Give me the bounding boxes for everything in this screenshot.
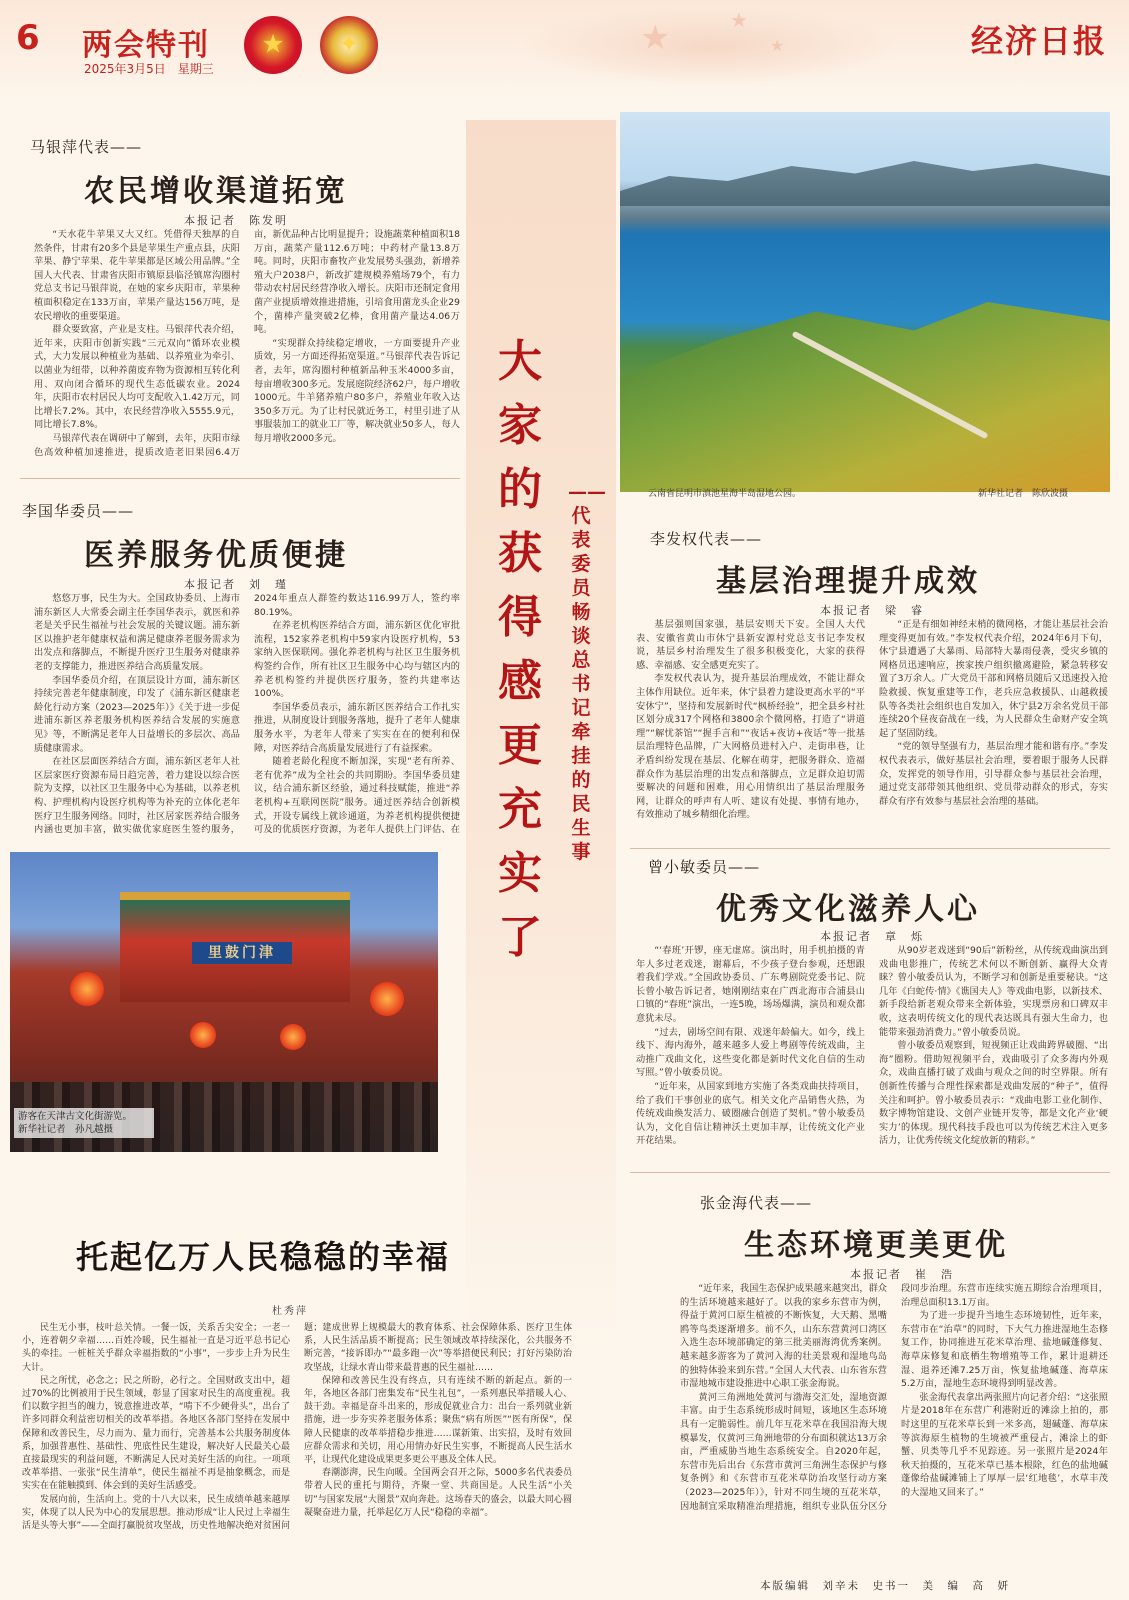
paragraph: 发展向前，生活向上。党的十八大以来，民生成绩单越来越厚实，体现了以人民为中心的发展思想。推动形成“让人民过上幸福生活是头等大事”——全面打赢脱贫攻坚战，历史性地解决绝对贫困问题；建成世界上规模最大的教育体系、社会保障体系、医疗卫生体系，人民生活品质不断提高；民生领域改革持续深化，公共服务不断完善，“接诉即办”“最多跑一次”等举措便民利民；打好污染防治攻坚战，让绿水青山带来最普惠的民生福祉…… — [22, 1323, 572, 1532]
lantern-icon — [190, 1022, 216, 1048]
lantern-icon — [280, 1024, 306, 1050]
paragraph: 李发权代表认为，提升基层治理成效，不能让群众主体作用缺位。近年来，休宁县着力建设更高水平的“平安休宁”，坚持和发展新时代“枫桥经验”，把全县乡村社区划分成317个网格和3800余个微网格，打造了“讲道理”“解忧茶馆”“握手言和”“夜话+夜访+夜话”等一批基层治理特色品牌，广大网格员进村入户、走街串巷，让矛盾纠纷发现在基层、化解在萌芽，把服务群众、造福群众作为基层治理的出发点和落脚点，立足群众迫切需要解决的问题和困难，用心用情织出了基层治理服务网，让群众的呼声有人听、建议有处提、事情有地办，有效推动了城乡精细化治理。 — [636, 673, 865, 821]
article-byline: 本报记者 陈发明 — [184, 214, 288, 227]
article-headline: 农民增收渠道拓宽 — [84, 174, 348, 209]
paragraph: 马银萍代表在调研中了解到，去年，庆阳市绿色高效种植加速推进，提质改造老旧果园6.4万亩，新优品种占比明显提升；设施蔬菜种植面积18万亩，蔬菜产量112.6万吨；中药材产量13.8万吨。同时，庆阳市畜牧产业发展势头强劲，新增养殖大户2038户，新改扩建规模养殖场79个，有力带动农村居民经营净收入增长。庆阳市还制定食用菌产业提质增效推进措施，引培食用菌龙头企业29个，菌棒产量突破2亿棒，食用菌产量达4.06万吨。 — [34, 229, 460, 458]
paragraph: “党的领导坚强有力，基层治理才能和谐有序。”李发权代表表示，做好基层社会治理，要着眼于服务人民群众，发挥党的领导作用，引导群众参与基层社会治理，通过党支部带领其他组织、党员带动群众的形式，夯实群众有序有效参与基层社会治理的基础。 — [879, 741, 1108, 807]
lake-photo — [620, 112, 1110, 492]
feature-subtitle: ——代表委员畅谈总书记牵挂的民生事 — [568, 481, 606, 863]
photo-credit: 新华社记者 陈欣波摄 — [978, 489, 1069, 499]
paragraph: 民之所忧，必念之；民之所盼，必行之。全国财政支出中，超过70%的比例被用于民生领域，彰显了国家对民生的高度重视。我们以数字担当的魄力，锐意推进改革，“啃下不少硬骨头”，出台了许多同群众利益密切相关的改革举措。各地区各部门坚持在发展中保障和改善民生，尽力而为、量力而行，完善基本公共服务制度体系，加强普惠性、基础性、兜底性民生建设，解决好人民最关心最直接最现实的利益问题，不断满足人民对美好生活的向往。一项项改革举措、一张张“民生清单”，使民生福祉不再是抽象概念，而是实实在在能触摸到、体会到的美好生活感受。 — [22, 1375, 290, 1492]
editorial-body — [22, 1322, 572, 1578]
feature-title-char: 得 — [498, 592, 542, 643]
divider — [630, 848, 1110, 849]
mountain-range — [620, 156, 1110, 206]
issue-date: 2025年3月5日 星期三 — [84, 62, 214, 76]
editorial-author: 杜秀萍 — [272, 1306, 308, 1317]
feature-title-char: 了 — [498, 912, 542, 963]
feature-title-char: 获 — [498, 528, 542, 579]
paragraph: 李国华委员介绍，在顶层设计方面，浦东新区持续完善老年健康制度，印发了《浦东新区健康老龄化行动方案（2023—2025年）》《关于进一步促进浦东新区养老服务机构医养结合发展的实施意见》等，不断满足老年人日益增长的多层次、高品质健康需求。 — [34, 674, 240, 754]
paragraph: 春潮澎湃，民生向暖。全国两会召开之际，5000多名代表委员带着人民的重托与期待，齐聚一堂、共商国是。人民生活“小关切”与国家发展“大图景”双向奔赴。这场春天的盛会，以最大同心圆凝聚奋进力量，托举起亿万人民“稳稳的幸福”。 — [304, 1468, 572, 1518]
page-number: 6 — [16, 18, 40, 58]
feature-title-char: 家 — [498, 400, 542, 451]
star-decoration-icon: ★ ★ ★ — [520, 6, 900, 86]
paragraph: 随着老龄化程度不断加深，实现“老有所养、老有优养”成为全社会的共同期盼。李国华委员建议，结合浦东新区经验，通过科技赋能，推进“养老机构+互联网医院”服务。通过医养结合创新模式，开设专属线上就诊通道，为养老机构提供便捷可及的优质医疗资源，为老年人提供上门评估、在 — [254, 756, 460, 836]
article-body — [680, 1282, 1108, 1570]
editorial-headline: 托起亿万人民稳稳的幸福 — [76, 1238, 451, 1276]
paragraph: 基层强则国家强，基层安则天下安。全国人大代表、安徽省黄山市休宁县新安源村党总支书记李发权说，基层乡村治理发生了很多积极变化，大家的获得感、幸福感、安全感更充实了。 — [636, 619, 865, 671]
street-photo-caption — [14, 1108, 154, 1138]
article-byline: 本报记者 崔 浩 — [850, 1268, 954, 1281]
article-speaker: 马银萍代表—— — [30, 138, 143, 156]
national-emblem-icon: ★ — [244, 16, 302, 74]
paragraph: “近年来，从国家到地方实施了各类戏曲扶持项目，给了我们干事创业的底气。相关文化产品销售火热，为传统戏曲焕发活力、破圈融合创造了契机。”曾小敏委员认为，文化自信让精神沃土更加丰厚，让传统文化产业开花结果。 — [636, 1080, 865, 1147]
paragraph: “天水花牛苹果又大又红。凭借得天独厚的自然条件，甘肃有20多个县是苹果生产重点县，庆阳苹果、静宁苹果、花牛苹果都是区域公用品牌。”全国人大代表、甘肃省庆阳市镇原县临泾镇席沟圈村党总支书记马银萍说，在她的家乡庆阳市，苹果种植面积稳定在133万亩，苹果产量达156万吨，是农民增收的重要渠道。 — [34, 229, 240, 322]
article-byline: 本报记者 章 烁 — [820, 930, 924, 943]
article-body — [636, 944, 1108, 1162]
paragraph: 李国华委员表示，浦东新区医养结合工作扎实推进，从制度设计到服务落地，提升了老年人健康服务水平，为老年人带来了实实在在的便利和保障，对医养结合高质量发展进行了有益探索。 — [254, 701, 460, 754]
article-body — [34, 592, 460, 846]
paragraph: 黄河三角洲地处黄河与渤海交汇处，湿地资源丰富。由于生态系统形成时间短，该地区生态环境具有一定脆弱性。前几年互花米草在我国沿海大规模暴发，仅黄河三角洲地带的分布面积就达13万余亩，严重威胁当地生态系统安全。自2020年起，东营市先后出台《东营市黄河三角洲生态保护与修复条例》和《东营市互花米草防治攻坚行动方案（2023—2025年）》，针对不同生境的互花米草，因地制宜采取精准治理措施，组织专业队伍分区分段同步治理。东营市连续实施五期综合治理项目，治理总面积13.1万亩。 — [680, 1283, 1108, 1512]
page-header — [0, 0, 1129, 100]
article-speaker: 李发权代表—— — [650, 530, 763, 548]
paragraph: “正是有细如神经末梢的微网格，才能让基层社会治理变得更加有效。”李发权代表介绍，2024年6月下旬，休宁县遭遇了大暴雨、局部特大暴雨侵袭，受灾乡镇的网格员迅速响应，挨家挨户组织撤离避险，紧急转移安置了3万余人。广大党员干部和网格员随后又迅速投入抢险救援、恢复重建等工作，老兵应急救援队、山越救援队等各类社会组织也自发加入，休宁县2万余名党员干部连续20个昼夜奋战在一线，为人民群众生命财产安全筑起了坚固防线。 — [879, 619, 1108, 739]
feature-title-char: 更 — [498, 720, 542, 771]
newspaper-masthead: 经济日报 — [970, 22, 1107, 60]
feature-title-char: 实 — [498, 848, 542, 899]
edition-title: 两会特刊 — [82, 28, 210, 63]
article-speaker: 李国华委员—— — [22, 502, 135, 520]
editor-credits: 本版编辑 刘辛未 史书一 美 编 高 妍 — [760, 1580, 1010, 1592]
caption-text: 游客在天津古文化街游览。 — [18, 1111, 133, 1122]
paragraph: “实现群众持续稳定增收，一方面要提升产业质效，另一方面还得拓宽渠道。”马银萍代表告诉记者，去年，席沟圈村种植新品种玉米4000多亩，每亩增收300多元。发展庭院经济62户，每户增收1000元。牛羊猪养殖户80多户，养殖业年收入达350多万元。为了让村民就近务工，村里引进了从事服装加工的就业工厂等，解决就业50多人，每人每月增收2000多元。 — [254, 337, 460, 444]
wetland-park — [620, 302, 1110, 492]
paragraph: 在社区层面医养结合方面，浦东新区老年人社区层家医疗资源布局日趋完善，着力建设以综合医院为支撑，以社区卫生服务中心为基础，以养老机构、护理机构内设医疗机构等为补充的立体化老年医疗卫生服务网络。同时，社区居家医养结合服务内涵也更加丰富，做实做优家庭医生签约服务，2024年重点人群签约数达116.99万人，签约率80.19%。 — [34, 593, 460, 836]
article-headline: 医养服务优质便捷 — [84, 538, 348, 573]
article-headline: 生态环境更美更优 — [744, 1228, 1008, 1263]
divider — [630, 1172, 1110, 1173]
paragraph: 群众要致富，产业是支柱。马银萍代表介绍，近年来，庆阳市创新实践“三元双向”循环农业模式，大力发展以种植业为基础、以养殖业为牵引、以菌业为纽带，以种养菌废弃物为资源相互转化利用、双向闭合循环的现代生态低碳农业。2024年，庆阳市农村居民人均可支配收入1.42万元，同比增长7.2%。其中，农民经营净收入5555.9元，同比增长7.8%。 — [34, 324, 240, 431]
paragraph: 在养老机构医养结合方面，浦东新区优化审批流程，152家养老机构中59家内设医疗机构，53家纳入医保联网。强化养老机构与社区卫生服务机构签约合作，所有社区卫生服务中心均与辖区内的养老机构签约并提供医疗服务，签约共建率达100%。 — [254, 620, 460, 700]
gate-sign: 里鼓门津 — [192, 942, 292, 964]
article-byline: 本报记者 梁 睿 — [820, 604, 924, 617]
paragraph: 曾小敏委员观察到，短视频正让戏曲跨界破圈、“出海”圈粉。借助短视频平台，戏曲吸引了众多海内外观众，戏曲直播打破了戏曲与观众之间的时空界限。所有创新性传播与合理性探索都是戏曲发展的“种子”，值得关注和呵护。曾小敏委员表示：“戏曲电影工业化制作、数字博物馆建设、文创产业链开发等，都是文化产业‘硬实力’的体现。现代科技手段也可以为传统艺术注入更多活力，让优秀传统文化绽放新的精彩。” — [879, 1040, 1108, 1147]
article-headline: 优秀文化滋养人心 — [716, 892, 980, 927]
paragraph: 民生无小事，枝叶总关情。一餐一饭，关系舌尖安全；一老一小，连着朝夕幸福……百姓冷暖，民生福祉一直是习近平总书记心头的牵挂。一桩桩关乎群众幸福指数的“小事”，一步步上升为民生大计。 — [22, 1323, 290, 1373]
paragraph: 保障和改善民生没有终点，只有连续不断的新起点。新的一年，各地区各部门密集发布“民生礼包”，一系列惠民举措暖人心、鼓干劲。幸福是奋斗出来的，形成促就业合力：出台一系列就业新措施，进一步夯实养老服务体系；聚焦“病有所医”“医有所保”，保障人民健康的改革举措稳步推进……谋新策、出实招，及时有效回应群众需求和关切，用心用情办好民生实事，不断提高人民生活水平，让现代化建设成果更多更公平惠及全体人民。 — [304, 1375, 572, 1466]
paragraph: “‘春班’开锣，座无虚席。演出时，用手机拍摄的青年人多过老戏迷，谢幕后，不少孩子登台参观，还想跟着我们学戏。”全国政协委员、广东粤剧院党委书记、院长曾小敏告诉记者，她刚刚结束在广西北海市合浦县山口镇的“春班”演出，一连5晚，场场爆满，演员和观众都意犹未尽。 — [636, 945, 865, 1024]
article-body — [636, 618, 1108, 840]
paragraph: 从90岁老戏迷到“90后”新粉丝，从传统戏曲演出到戏曲电影推广，传统艺术何以不断创新、赢得大众青睐？曾小敏委员认为，不断学习和创新是重要秘诀。“这几年《白蛇传·情》《谯国夫人》等戏曲电影，以新技术、新手段给新老观众带来全新体验，实现票房和口碑双丰收，这表明传统文化的现代表达既具有强大生命力，也能带来强劲消费力。”曾小敏委员说。 — [879, 945, 1108, 1038]
article-speaker: 曾小敏委员—— — [648, 858, 761, 876]
paragraph: 为了进一步提升当地生态环境韧性，近年来，东营市在“治草”的同时，下大气力推进湿地生态修复工作，协同推进互花米草治理、盐地碱蓬修复、海草床修复和底栖生物增殖等工作，累计退耕还湿、退养还滩7.25万亩，恢复盐地碱蓬、海草床5.2万亩，湿地生态环境得到明显改善。 — [901, 1310, 1108, 1390]
photo-credit: 新华社记者 孙凡越摄 — [18, 1124, 114, 1135]
cppcc-emblem-icon: ✦ — [320, 16, 378, 74]
feature-title-char: 的 — [498, 464, 542, 515]
feature-title-char: 充 — [498, 784, 542, 835]
lantern-icon — [70, 972, 104, 1006]
street-photo — [10, 852, 438, 1152]
feature-title-char: 大 — [498, 336, 542, 387]
article-headline: 基层治理提升成效 — [716, 564, 980, 599]
article-body — [34, 228, 460, 468]
article-speaker: 张金海代表—— — [700, 1194, 813, 1212]
lantern-icon — [370, 982, 404, 1016]
lake-photo-caption: 云南省昆明市滇池星海半岛湿地公园。 — [648, 489, 802, 499]
article-byline: 本报记者 刘 瑾 — [184, 578, 288, 591]
paragraph: 悠悠万事，民生为大。全国政协委员、上海市浦东新区人大常委会副主任李国华表示，就医和养老是关乎民生福祉与社会发展的关键议题。浦东新区以推护老年健康权益和满足健康养老服务需求为出发点和落脚点，不断提升医疗卫生服务对健康养老的支撑能力，推进医养结合高质量发展。 — [34, 593, 240, 672]
paragraph: “过去，剧场空间有限、戏迷年龄偏大。如今，线上线下、海内海外，越来越多人爱上粤剧等传统戏曲，主动推广戏曲文化，这些变化都是新时代文化自信的生动写照。”曾小敏委员说。 — [636, 1026, 865, 1079]
feature-title — [492, 330, 548, 970]
paragraph: “近年来，我国生态保护成果越来越突出，群众的生活环境越来越好了。以我的家乡东营市为例，得益于黄河口原生植被的不断恢复，大天鹅、黑嘴鸥等鸟类逐渐增多。前不久，山东东营黄河口湾区入选生态环境部确定的第三批美丽海湾优秀案例。越来越多游客为了黄河入海的壮美景观和湿地鸟岛的独特体验来到东营。”全国人大代表、山东省东营市湿地城市建设推进中心职工张金海说。 — [680, 1283, 887, 1390]
paragraph: 张金海代表拿出两张照片向记者介绍：“这张照片是2018年在东营广利港附近的滩涂上拍的，那时这里的互花米草长到一米多高，翅碱蓬、海草床等滨海原生植物的生境被严重侵占，滩涂上的虾蟹、贝类等几乎不见踪迹。另一张照片是2024年秋天拍摄的，互花米草已基本根除，红色的盐地碱蓬像给盐碱滩铺上了厚厚一层‘红地毯’，水草丰茂的大湿地又回来了。” — [901, 1391, 1108, 1498]
feature-title-char: 感 — [498, 656, 542, 707]
divider — [20, 478, 460, 479]
